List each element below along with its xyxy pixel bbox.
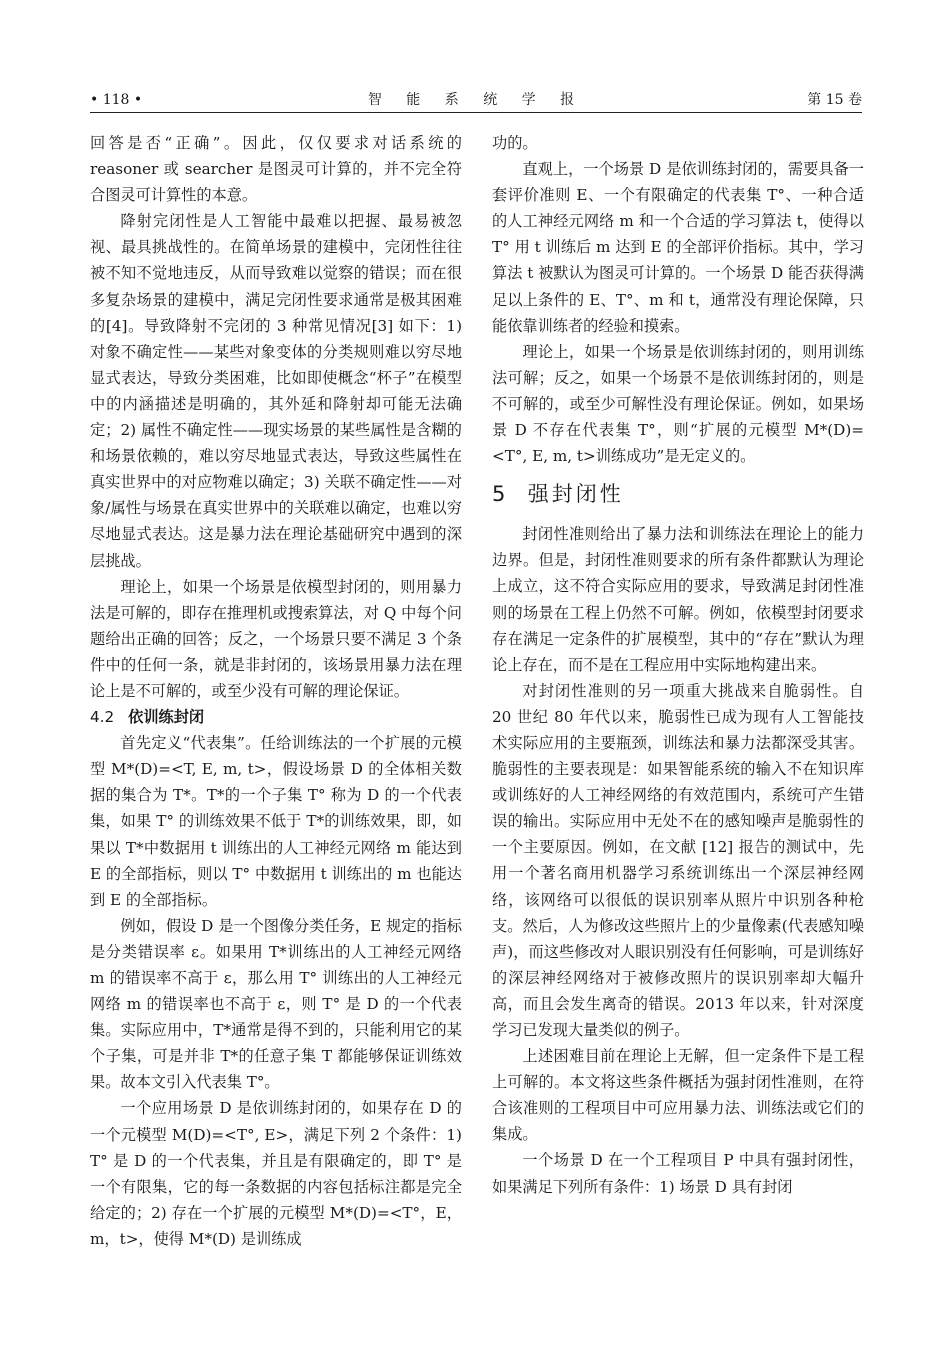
section-number: 5: [492, 482, 509, 507]
paragraph: 对封闭性准则的另一项重大挑战来自脆弱性。自 20 世纪 80 年代以来，脆弱性已成为现有人工智能技术实际应用的主要瓶颈，训练法和暴力法都深受其害。脆弱性的主要表现是：如果智能系统的输入不在知识库或训练好的人工神经网络的有效范围内，系统可产生错误的输出。实际应用中无处不在的感知噪声是脆弱性的一个主要原因。例如，在文献 [12] 报告的测试中，先用一个著名商用机器学习系统训练出一个深层神经网络，该网络可以很低的误识别率从照片中识别各种枪支。然后，人为修改这些照片上的少量像素(代表感知噪声)，而这些修改对人眼识别没有任何影响，可是训练好的深层神经网络对于被修改照片的误识别率却大幅升高，而且会发生离奇的错误。2013 年以来，针对深度学习已发现大量类似的例子。: [492, 681, 864, 1039]
paragraph: 回答是否“正确”。因此，仅仅要求对话系统的reasoner 或 searcher 是图灵可计算的，并不完全符合图灵可计算性的本意。: [90, 134, 462, 205]
paragraph: 例如，假设 D 是一个图像分类任务，E 规定的指标是分类错误率 ε。如果用 T*训练出的人工神经元网络 m 的错误率不高于 ε，那么用 T° 训练出的人工神经元网络 m 的错误率也不高于 ε，则 T° 是 D 的一个代表集。实际应用中，T*通常是得不到的，只能利用它的某个子集，可是并非 T*的任意子集 T 都能够保证训练效果。故本文引入代表集 T°。: [90, 916, 462, 1092]
subsection-number: 4.2: [90, 708, 115, 727]
paragraph: 功的。: [492, 134, 538, 152]
subsection-title: 依训练封闭: [128, 708, 205, 727]
paragraph: 上述困难目前在理论上无解，但一定条件下是工程上可解的。本文将这些条件概括为强封闭性准则，在符合该准则的工程项目中可应用暴力法、训练法或它们的集成。: [492, 1047, 864, 1144]
paragraph: 直观上，一个场景 D 是依训练封闭的，需要具备一套评价准则 E、一个有限确定的代表集 T°、一种合适的人工神经元网络 m 和一个合适的学习算法 t，使得以 T° 用 t 训练后 m 达到 E 的全部评价指标。其中，学习算法 t 被默认为图灵可计算的。一个场景 D 能否获得满足以上条件的 E、T°、m 和 t，通常没有理论保障，只能依靠训练者的经验和摸索。: [492, 160, 864, 335]
subsection-heading: [90, 704, 462, 730]
left-column: [90, 130, 462, 1252]
page-number: • 118 •: [90, 92, 143, 108]
paragraph: 理论上，如果一个场景是依训练封闭的，则用训练法可解；反之，如果一个场景不是依训练封闭的，则是不可解的，或至少可解性没有理论保证。例如，如果场景 D 不存在代表集 T°，则“扩展的元模型 M*(D)=<T°, E, m, t>训练成功”是无定义的。: [492, 342, 864, 466]
section-heading: [492, 481, 864, 507]
right-column: [492, 130, 864, 1200]
paragraph: 首先定义“代表集”。任给训练法的一个扩展的元模型 M*(D)=<T, E, m, t>，假设场景 D 的全体相关数据的集合为 T*。T*的一个子集 T° 称为 D 的一个代表集，如果 T° 的训练效果不低于 T*的训练效果，即，如果以 T*中数据用 t 训练出的人工神经元网络 m 能达到 E 的全部指标，则以 T° 中数据用 t 训练出的 m 也能达到 E 的全部指标。: [90, 734, 462, 909]
paragraph: 一个场景 D 在一个工程项目 P 中具有强封闭性，如果满足下列所有条件：1) 场景 D 具有封闭: [492, 1151, 864, 1196]
paragraph: 封闭性准则给出了暴力法和训练法在理论上的能力边界。但是，封闭性准则要求的所有条件都默认为理论上成立，这不符合实际应用的要求，导致满足封闭性准则的场景在工程上仍然不可解。例如，依模型封闭要求存在满足一定条件的扩展模型，其中的“存在”默认为理论上存在，而不是在工程应用中实际地构建出来。: [492, 525, 864, 674]
paragraph: 降射完闭性是人工智能中最难以把握、最易被忽视、最具挑战性的。在简单场景的建模中，完闭性往往被不知不觉地违反，从而导致难以觉察的错误；而在很多复杂场景的建模中，满足完闭性要求通常是极其困难的[4]。导致降射不完闭的 3 种常见情况[3] 如下：1) 对象不确定性——某些对象变体的分类规则难以穷尽地显式表达，导致分类困难，比如即使概念“杯子”在模型中的内涵描述是明确的，其外延和降射却可能无法确定；2) 属性不确定性——现实场景的某些属性是含糊的和场景依赖的，难以穷尽地显式表达，导致这些属性在真实世界中的对应物难以确定；3) 关联不确定性——对象/属性与场景在真实世界中的关联难以确定，也难以穷尽地显式表达。这是暴力法在理论基础研究中遇到的深层挑战。: [90, 212, 462, 570]
volume-label: 第 15 卷: [807, 92, 862, 108]
section-title: 强封闭性: [527, 482, 624, 507]
running-header: [90, 88, 862, 113]
paragraph: 理论上，如果一个场景是依模型封闭的，则用暴力法是可解的，即存在推理机或搜索算法，对 Q 中每个问题给出正确的回答；反之，一个场景只要不满足 3 个条件中的任何一条，就是非封闭的，该场景用暴力法在理论上是不可解的，或至少没有可解的理论保证。: [90, 577, 462, 700]
journal-title: 智 能 系 统 学 报: [367, 92, 585, 108]
paragraph: 一个应用场景 D 是依训练封闭的，如果存在 D 的一个元模型 M(D)=<T°, E>，满足下列 2 个条件：1) T° 是 D 的一个代表集，并且是有限确定的，即 T° 是一个有限集，它的每一条数据的内容包括标注都是完全给定的；2) 存在一个扩展的元模型 M*(D)=<T°，E，m，t>，使得 M*(D) 是训练成: [90, 1099, 462, 1248]
